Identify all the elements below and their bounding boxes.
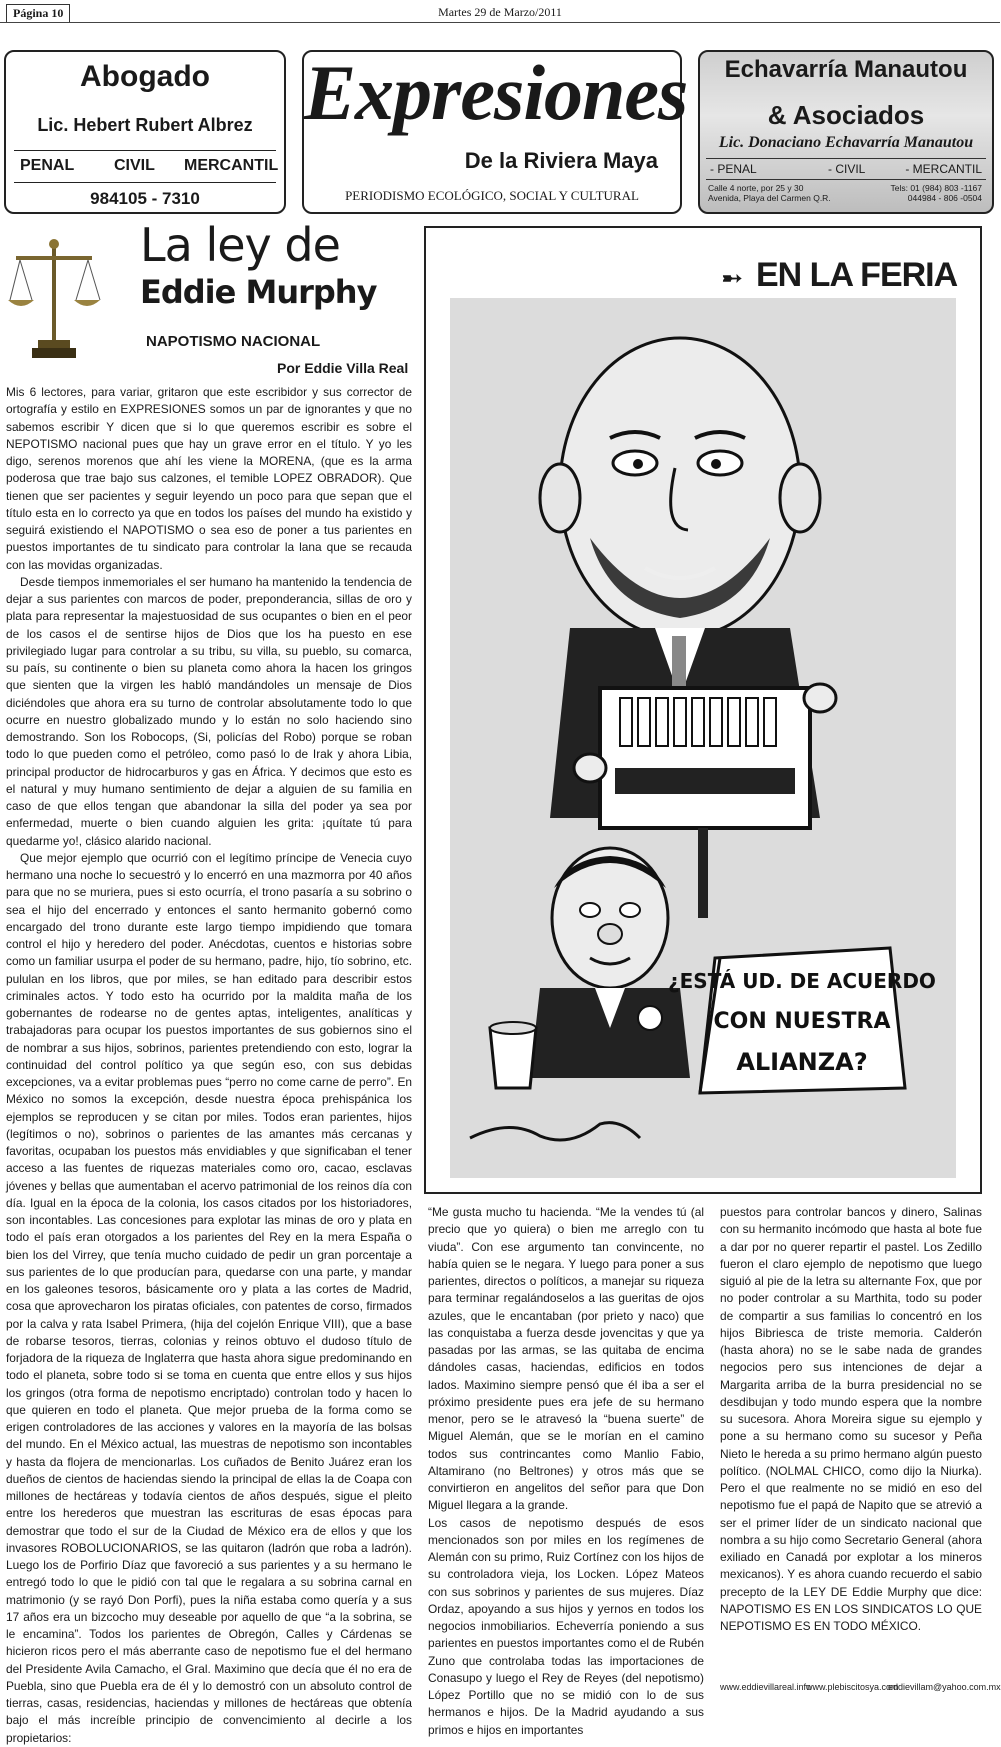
ad-abogado-area-penal: PENAL: [20, 157, 75, 174]
ad-abogado-title: Abogado: [80, 60, 210, 93]
sign-line: ALIANZA?: [736, 1048, 868, 1076]
page-number: Página 10: [6, 4, 70, 23]
article-byline: Por Eddie Villa Real: [277, 360, 409, 376]
phone-line: Tels: 01 (984) 803 -1167: [890, 183, 982, 193]
ad-echavarria: [698, 50, 994, 214]
ad-echavarria-address: [708, 184, 858, 204]
ad-echavarria-divider: [706, 158, 986, 159]
section-arrow-icon: ➸: [722, 265, 743, 292]
ad-echavarria-divider: [706, 179, 986, 180]
ad-echavarria-area-penal: - PENAL: [710, 162, 757, 176]
article-kicker: NAPOTISMO NACIONAL: [146, 333, 321, 350]
caricature-illustration: [450, 298, 956, 1178]
editorial-cartoon: [424, 226, 982, 1194]
article-column-1: [6, 384, 412, 1745]
top-rule: [0, 22, 1000, 23]
ad-abogado-name: Lic. Hebert Rubert Albrez: [37, 115, 253, 135]
ad-abogado-divider: [14, 150, 276, 151]
address-line: Calle 4 norte, por 25 y 30: [708, 183, 804, 193]
masthead-subtitle: De la Riviera Maya: [464, 148, 658, 173]
cartoon-panel: [450, 298, 956, 1178]
footer-link-email[interactable]: eddievillam@yahoo.com.mx: [888, 1682, 1001, 1692]
ad-abogado: [4, 50, 286, 214]
ad-abogado-divider: [14, 182, 276, 183]
masthead: [302, 49, 688, 214]
ad-abogado-area-civil: CIVIL: [114, 157, 155, 174]
ad-abogado-phone: 984105 - 7310: [90, 189, 200, 208]
masthead-logo: Expresiones: [304, 49, 688, 136]
article-subtitle: Eddie Murphy: [140, 273, 377, 311]
article-title: La ley de: [140, 218, 340, 272]
issue-date: Martes 29 de Marzo/2011: [438, 5, 562, 19]
artist-signature: [470, 1123, 640, 1140]
article-column-3: [720, 1204, 982, 1644]
ad-echavarria-associates: & Asociados: [767, 100, 925, 130]
ad-abogado-area-mercantil: MERCANTIL: [184, 157, 279, 174]
paragraph: Que mejor ejemplo que ocurrió con el legítimo príncipe de Venecia cuyo hermano una noche lo secuestró y lo encerró en una mazmorra por 40 años para que no se muriera, pues si esto ocurría, el trono pasaría a su sobrino o sea el hijo del encerrado y entonces el santo hermanito gobernó como encargado del trono durante este largo tiempo impidiendo que tomara control el hijo y heredero del poder. Anécdotas, cuentos e historias sobre como un familiar usurpa el poder de su hermano, padre, hijo, tío sobrino, etc. pululan en los libros, que por miles, se han editado para describir estos criminales actos. Y todo esto ha ocurrido por la maldita maña de los gobernantes de rodearse no de gentes aptas, inteligentes, analíticas y trabajadoras para ocupar los puestos importantes de sus gobiernos sino el de nombrar a sus hijos, sobrinos, parientes pretendiendo con esto, lograr la continuidad del control político ya que según eso, con sus debidas excepciones, va a evitar problemas pues “perro no come carne de perro”. En México no somos la excepción, desde nuestra época prehispánica los ejemplos se reproducen y se citan por miles. Todos eran parientes, hijos (legítimos o no), sobrinos o parientes de las amantes más cercanas y favoritas, ocupaban los puestos más envidiables y que significaban el tener acceso a las fuentes de riquezas materiales como oro, cacao, esclavas jóvenes y bellas que aumentaban el acervo patrimonial de los reinos día con día. Igual en la época de la colonia, los casos citados por los historiadores, son incontables. Las concesiones para explotar las minas de oro y plata en todo el país eran otorgados a los parientes del Rey en la mera España o bien los del Virrey, que tenía mucho cuidado de pedir un gran porcentaje a sus parientes de lo que producían para, quedarse con una parte, y mandar en los galeones tesoros, básicamente oro y plata a las cortes de Madrid, cosa que aprovecharon los piratas oficiales, con patentes de corso, firmados por la calva y rata Isabel Primera, (hija del cojelón Enrique VIII), que a base de robarse tesoros, tierras, colonias y reinos obtuvo el dudoso título de forjadora de la riqueza de Inglaterra que hasta ahora sigue predominando en todo el planeta, sobre todo si se toma en cuenta que entre ellos y sus hijos los gringos (otra forma de nepotismo encriptado) controlan todo y hacen lo que quieren en todo el planeta. Que mejor prueba de la forma como se erigen controladores de las acciones y valores en la mayoría de las bolsas del mundo. En el México actual, las muestras de nepotismo son incontables y hasta da flojera de mencionarlas. Los cuñados de Benito Juárez eran los dueños de cientos de haciendas siendo la principal de ellas la de Coapa con millones de hectáreas y todavía cientos de años después, sigue el pleito entre los herederos que muestran las escrituras de esas épocas para demostrar que todo el sur de la Ciudad de México era de ellos y que los invasores ROBOLUCIONARIOS, se las quitaron (ladrón que roba a ladrón). Luego los de Porfirio Díaz que favoreció a sus parientes y a su hermano le entregó todo lo que le pidió con tal que le regalara a su sobrina carnal en matrimonio (y se rayó Don Porfi), pues la niña estaba como quería y a sus 17 años era un bizcocho muy deseable por aquello de que “a la sobrina, se le encamina”. Todos los parientes de Obregón, Calles y Cárdenas se hicieron ricos pero el más aberrante caso de nepotismo fue el del hermano del Presidente Avila Camacho, el Gral. Maximino que decía que él no era de Puebla, sino que Puebla era de él y lo demostró con un absoluto control de tierras, casas, residencias, haciendas y millones de hectáreas que obtenía bajo el más increíble principio de convencimiento al decirle a los propietarios:: [6, 850, 412, 1745]
sign-line: CON NUESTRA: [713, 1009, 891, 1034]
footer-link-plebiscitosya[interactable]: www.plebiscitosya.com: [806, 1682, 899, 1692]
paragraph: puestos para controlar bancos y dinero, Salinas con su hermanito incómodo que hasta al bote fue a dar por no querer repartir el pastel. Los Zedillo fueron el claro ejemplo de nepotismo que luego siguió al pie de la letra su alternante Fox, que por no poder controlar a su Marthita, todo su poder de compartir a sus familias lo concentró en los hijos Bibriesca de triste memoria. Calderón (hasta ahora) no se le sabe nada de grandes negocios pero sus intenciones de dejar a Margarita arriba de la burra presidencial no se desdibujan y todo mundo espera que la nombre su sucesora. Ahora Moreira sigue su ejemplo y pone a su hermano como su sucesor y Peña Nieto le hereda a su primo hermano algún puesto político. (NOLMAL CHICO, como dijo la Niurka). Pero el que realmente no se midió en eso del nepotismo fue el papá de Napito que se atrevió a ser el primer líder de un sindicato nacional que nombra a su hijo como Secretario General (ahora exiliado en Canadá por explotar a los mineros mexicanos). Y es ahora cuando recuerdo el sabio precepto de la LEY DE Eddie Murphy que dice: NAPOTISMO ES EN LOS SINDICATOS LO QUE NEPOTISMO ES EN TODO MÉXICO.: [720, 1205, 982, 1633]
paragraph: Desde tiempos inmemoriales el ser humano ha mantenido la tendencia de dejar a sus parientes con marcos de poder, preponderancia, sillas de oro y plata para representar la majestuosidad de sus ocupantes o bien en el peor de los casos el de sentirse hijos de Dios que los ha puesto en ese privilegiado lugar para controlar a su tribu, su villa, su pueblo, su comarca, su país, su continente o bien su planeta como ahora la hacen los gringos que sienten que la virgen les habló mandándoles un mensaje de Dios diciéndoles que ahora era su turno de controlar absolutamente todo lo que ocurre en nuestro globalizado mundo y lo están no solo haciendo sino demostrando. Son los Robocops, (Si, policías del Robo) porque se roban todo lo que pueden como el petróleo, como pasó lo de Irak y ahora Libia, principal productor de hidrocarburos y gas en África. Y decimos que esto es el natural y muy humano sentimiento de dejar a alguien de su familia en caso de que ellos tengan que abandonar la silla del poder ya sea por enfermedad, muerte o bien cuando alguien les grita: ¡quítate tú para quedarme yo!, clásico alarido nacional.: [6, 574, 412, 848]
ad-echavarria-name: Echavarría Manautou: [724, 56, 968, 83]
address-line: Avenida, Playa del Carmen Q.R.: [708, 192, 831, 203]
scales-of-justice-icon: [6, 236, 102, 364]
footer-link-eddievillareal[interactable]: www.eddievillareal.info: [720, 1682, 812, 1692]
cartoon-section-title: EN LA FERIA: [756, 256, 958, 294]
sign-line: ¿ESTÁ UD. DE ACUERDO: [668, 969, 936, 993]
masthead-tagline: PERIODISMO ECOLÓGICO, SOCIAL Y CULTURAL: [345, 188, 639, 203]
ad-echavarria-area-mercantil: - MERCANTIL: [905, 162, 982, 176]
paragraph: Los casos de nepotismo después de esos mencionados son por miles en los regímenes de Alemán con su primo, Ruiz Cortínez con los hijos de su controladora vieja, los Locken. López Mateos con sus sobrinos y parientes de sus mujeres. Díaz Ordaz, apoyando a sus hijos y yernos en todos los negocios inmobiliarios. Echeverría poniendo a sus parientes en puestos importantes como el de Rubén Zuno que controlaba todas las importaciones de Conasupo y luego el Rey de Reyes (del nepotismo) López Portillo que no se midió con lo de sus hermanos e hijos. De la Madrid ayudando a sus primos e hijos en importantes: [428, 1515, 704, 1737]
phone-line: 044984 - 806 -0504: [907, 192, 982, 203]
ad-echavarria-area-civil: - CIVIL: [828, 162, 866, 176]
ad-echavarria-phones: [862, 184, 982, 204]
paragraph: “Me gusta mucho tu hacienda. “Me la vendes tú (al precio que yo quiera) o bien me arreglo con tu viuda”. Con ese argumento tan convincente, no había quien se le negara. Y luego para poner a sus parientes, directos o políticos, a manejar su riqueza para terminar regalándoselos a las gueritas de ojos azules, que le encantaban (por prieto y naco) que las conquistaba a fuerza desde jovencitas y que ya pasadas por las armas, se las quitaba de encima dándoles casas, haciendas, edificios en todos lados. Maximino siempre pensó que él iba a ser el próximo presidente pues era jefe de su hermano menor, pero se le atravesó la “buena suerte” de Miguel Alemán, que se le morían en el camino todos sus contrincantes como Manlio Fabio, Altamirano (no Beltrones) y otros más que se convirtieron en angelitos del señor para que Don Miguel llegara a la grande.: [428, 1205, 704, 1513]
ad-echavarria-lawyer: Lic. Donaciano Echavarría Manautou: [718, 134, 974, 151]
article-column-2: [428, 1204, 704, 1737]
paragraph: Mis 6 lectores, para variar, gritaron que este escribidor y sus corrector de ortografía y estilo en EXPRESIONES somos un par de ignorantes y que no sabemos escribir Y dicen que si lo que queremos escribir es sobre el NEPOTISMO nacional pues que hay un grave error en el título. Y yo les digo, serenos morenos que ahí les viene la MORENA, (que es la arma poderosa que trae bajo sus calzones, el temible LOPEZ OBRADOR). Que tienen que ser pacientes y seguir leyendo un poco para que sepan que el título esta en lo correcto ya que en todos los países del mundo ha existido y seguirá existiendo el NAPOTISMO o sea eso de poner a tus parientes en puestos importantes de tu sindicato para controlar la lana que se recauda con las movidas organizadas.: [6, 385, 412, 572]
